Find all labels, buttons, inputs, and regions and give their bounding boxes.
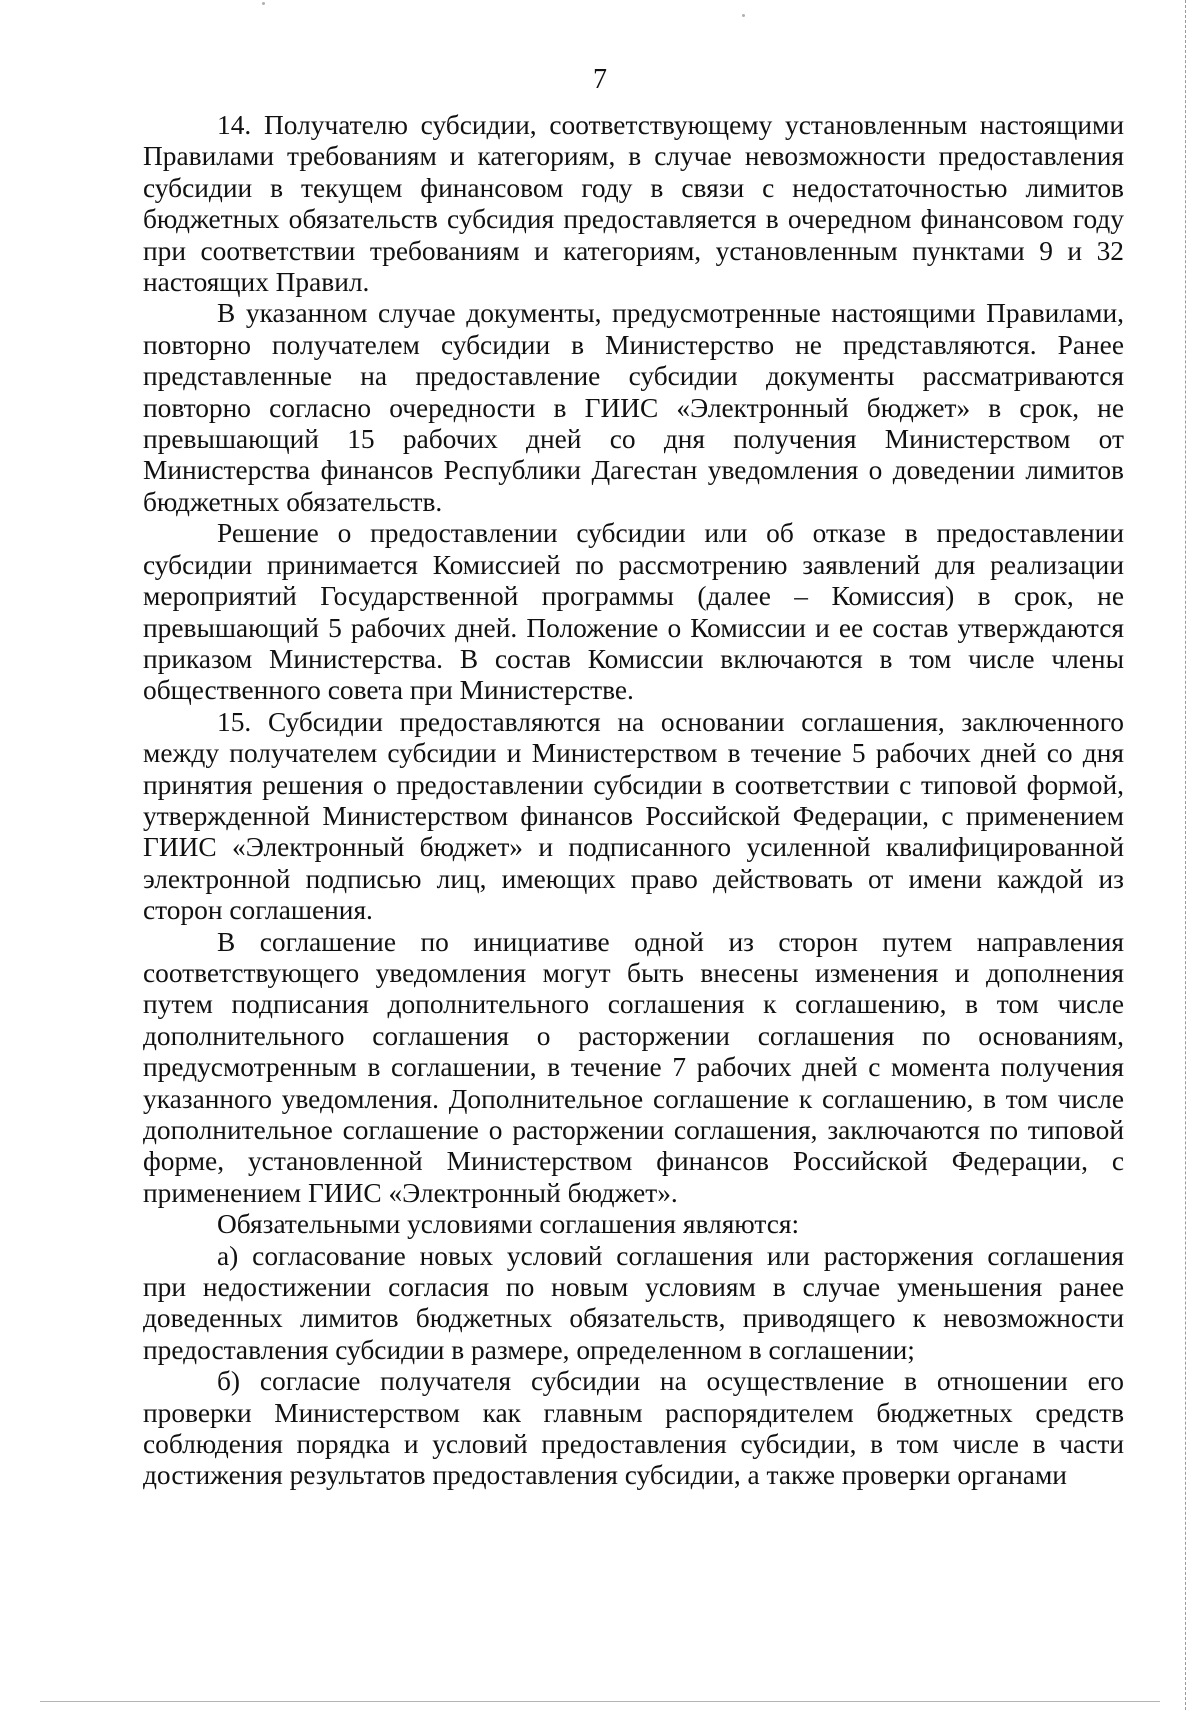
scan-edge-bottom bbox=[40, 1701, 1160, 1702]
paragraph-14: 14. Получателю субсидии, соответствующему установленным настоящими Правилами требованиям и категориям, в случае невозможности предоставления субсидии в текущем финансовом году в связи с недостаточностью лимитов бюджетных обязательств субсидия предоставляется в очередном финансовом году при соответствии требованиям и категориям, установленным пунктами 9 и 32 настоящих Правил. bbox=[143, 110, 1124, 298]
paragraph-14-commission-decision: Решение о предоставлении субсидии или об отказе в предоставлении субсидии принимается Комиссией по рассмотрению заявлений для реализации мероприятий Государственной программы (далее – Комиссия) в срок, не превышающий 5 рабочих дней. Положение о Комиссии и ее состав утверждаются приказом Министерства. В состав Комиссии включаются в том числе члены общественного совета при Министерстве. bbox=[143, 518, 1124, 706]
paragraph-15: 15. Субсидии предоставляются на основании соглашения, заключенного между получателем субсидии и Министерством в течение 5 рабочих дней со дня принятия решения о предоставлении субсидии в соответствии с типовой формой, утвержденной Министерством финансов Российской Федерации, с применением ГИИС «Электронный бюджет» и подписанного усиленной квалифицированной электронной подписью лиц, имеющих право действовать от имени каждой из сторон соглашения. bbox=[143, 706, 1124, 926]
list-item-b: б) согласие получателя субсидии на осуществление в отношении его проверки Министерством как главным распорядителем бюджетных средств соблюдения порядка и условий предоставления субсидии, в том числе в части достижения результатов предоставления субсидии, а также проверки органами bbox=[143, 1366, 1124, 1491]
paragraph-15-mandatory-conditions: Обязательными условиями соглашения являются: bbox=[217, 1209, 800, 1240]
scan-edge-right bbox=[1185, 0, 1186, 1710]
scan-speck bbox=[262, 2, 265, 5]
page-number: 7 bbox=[593, 64, 607, 95]
paragraph-14-repeat-documents: В указанном случае документы, предусмотренные настоящими Правилами, повторно получателем субсидии в Министерство не представляются. Ранее представленные на предоставление субсидии документы рассматриваются повторно согласно очередности в ГИИС «Электронный бюджет» в срок, не превышающий 15 рабочих дней со дня получения Министерством от Министерства финансов Республики Дагестан уведомления о доведении лимитов бюджетных обязательств. bbox=[143, 298, 1124, 517]
list-item-a: а) согласование новых условий соглашения или расторжения соглашения при недостижении согласия по новым условиям в случае уменьшения ранее доведенных лимитов бюджетных обязательств, приводящего к невозможности предоставления субсидии в размере, определенном в соглашении; bbox=[143, 1240, 1124, 1365]
scan-speck bbox=[742, 14, 745, 17]
paragraph-15-amendments: В соглашение по инициативе одной из сторон путем направления соответствующего уведомления могут быть внесены изменения и дополнения путем подписания дополнительного соглашения к соглашению, в том числе дополнительного соглашения о расторжении соглашения по основаниям, предусмотренным в соглашении, в течение 7 рабочих дней с момента получения указанного уведомления. Дополнительное соглашение к соглашению, в том числе дополнительное соглашение о расторжении соглашения, заключаются по типовой форме, установленной Министерством финансов Российской Федерации, с применением ГИИС «Электронный бюджет». bbox=[143, 926, 1124, 1208]
document-body bbox=[143, 110, 1124, 1492]
